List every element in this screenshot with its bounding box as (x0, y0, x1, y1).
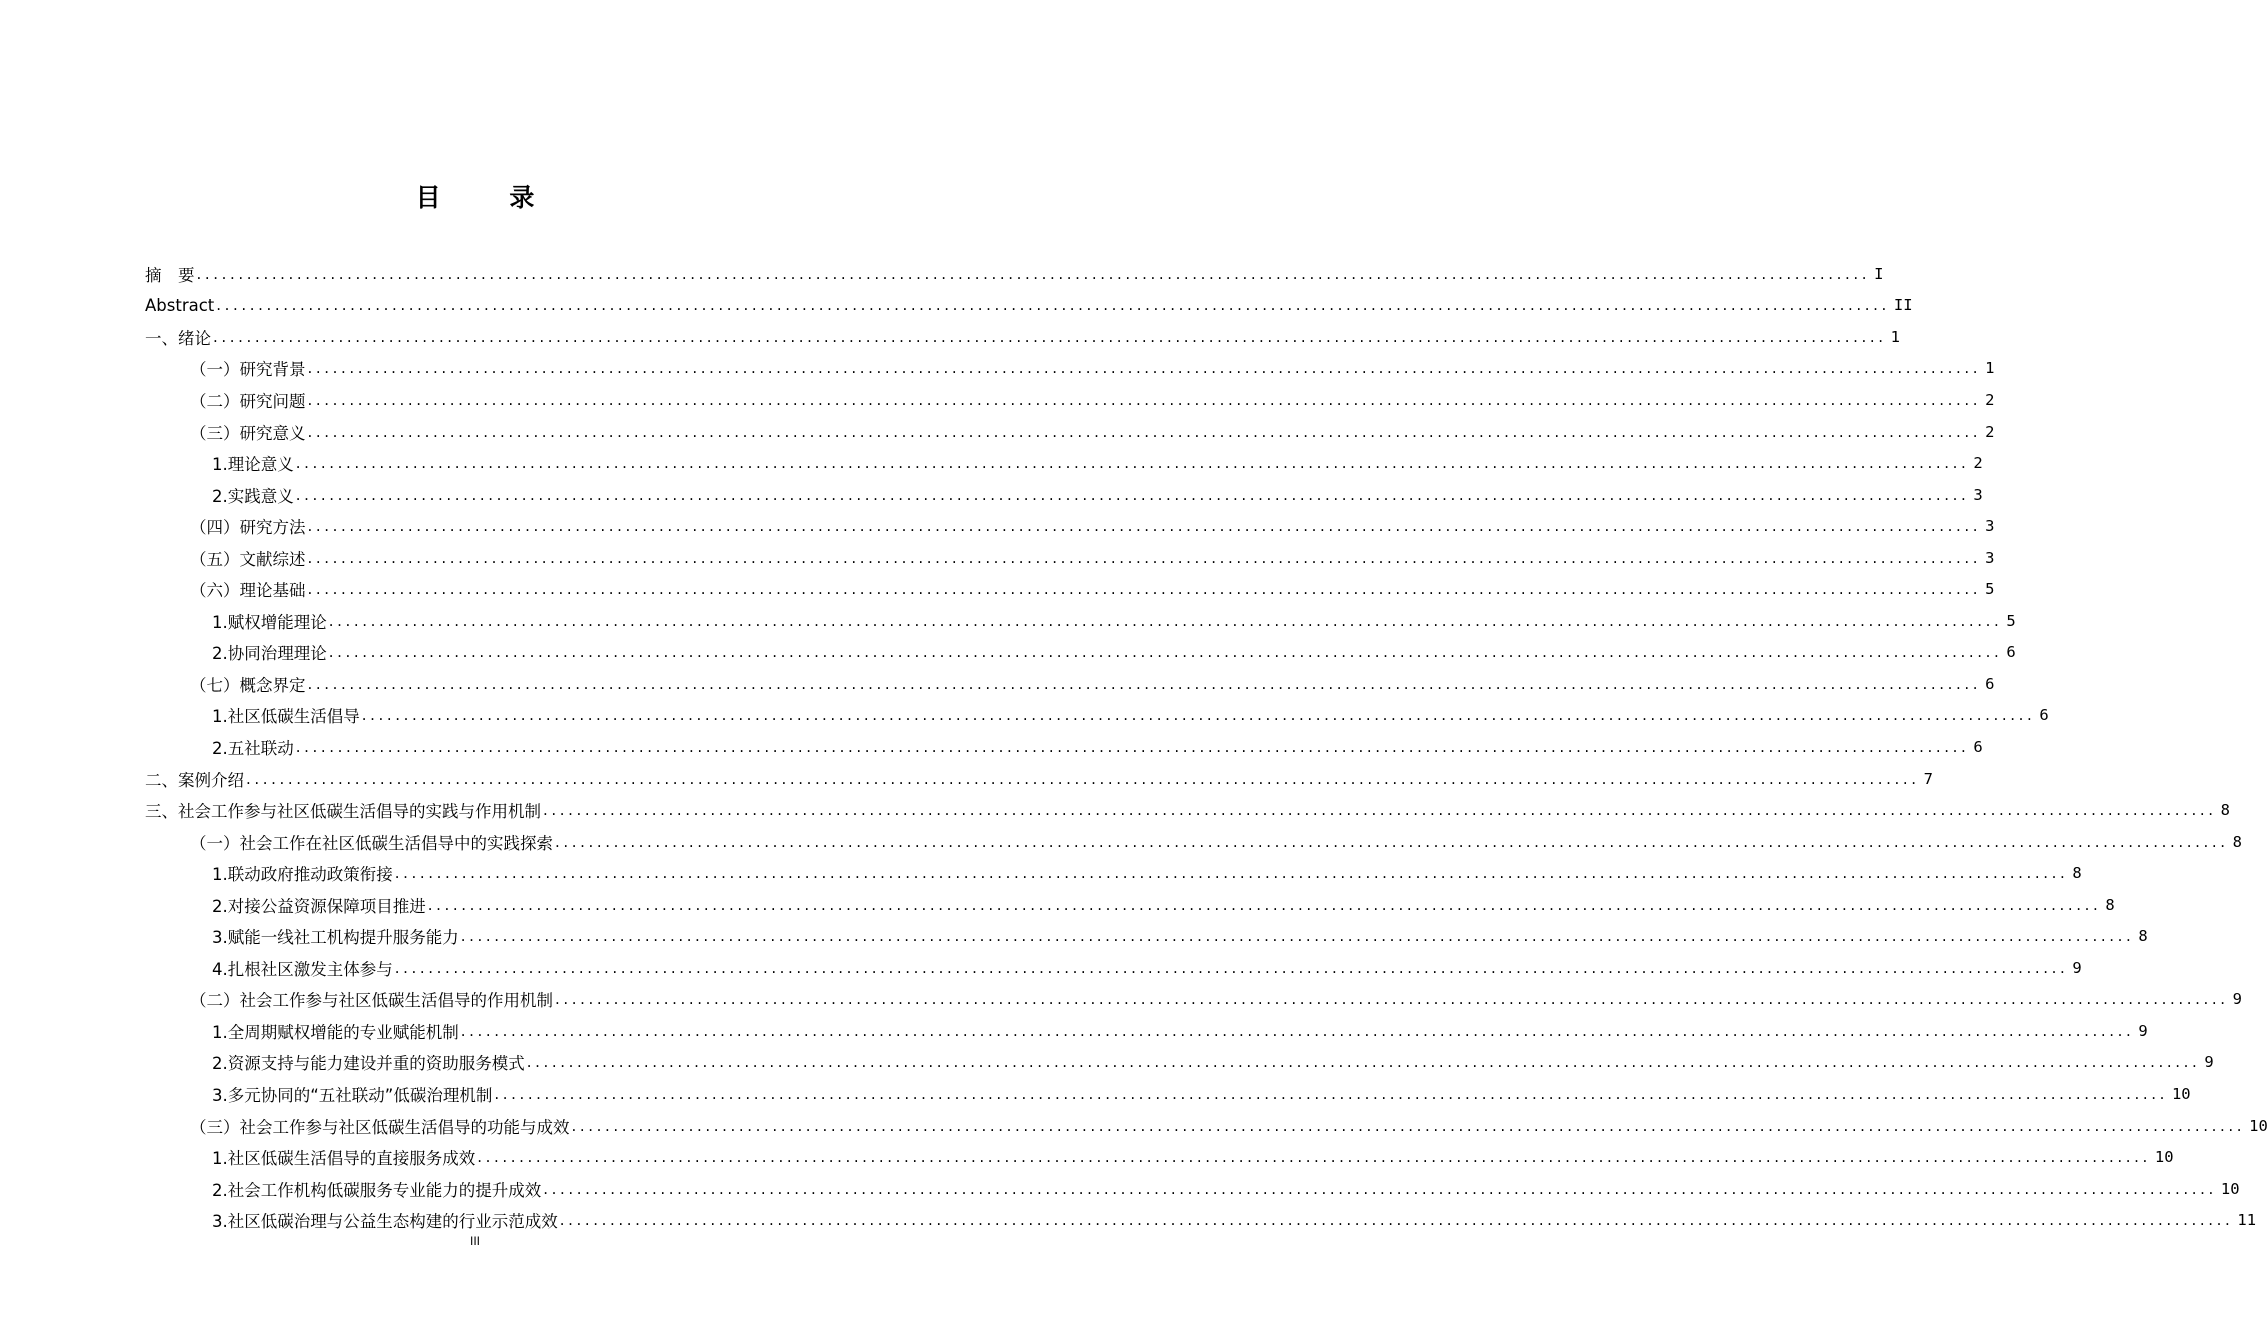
toc-entry-page: 10 (2154, 1148, 2174, 1167)
toc-entry-label: 3.社区低碳治理与公益生态构建的行业示范成效 (212, 1212, 558, 1232)
toc-leader-dots: ........................................................................................................................................................................................................ (571, 1116, 2246, 1135)
toc-entry[interactable] (145, 384, 1995, 416)
toc-entry-label: （六）理论基础 (190, 581, 306, 601)
toc-entry[interactable] (145, 637, 2016, 669)
toc-entry-page: 8 (2220, 801, 2230, 820)
toc-entry-label: 1.全周期赋权增能的专业赋能机制 (212, 1022, 459, 1042)
toc-entry-label: 摘 要 (145, 265, 195, 285)
toc-leader-dots: ........................................................................................................................................................................................................ (216, 296, 1890, 315)
toc-leader-dots: ........................................................................................................................................................................................................ (246, 769, 1920, 788)
toc-entry-page: 7 (1923, 769, 1933, 788)
toc-entry[interactable] (145, 1047, 2214, 1079)
toc-leader-dots: ........................................................................................................................................................................................................ (394, 864, 2069, 883)
toc-leader-dots: ........................................................................................................................................................................................................ (394, 958, 2069, 977)
toc-entry-page: 6 (1973, 737, 1983, 756)
toc-entry[interactable] (145, 321, 1900, 353)
toc-entry-page: 3 (1973, 485, 1983, 504)
toc-entry-page: I (1874, 264, 1884, 283)
toc-entry-label: 2.对接公益资源保障项目推进 (212, 896, 426, 916)
toc-leader-dots: ........................................................................................................................................................................................................ (307, 390, 1982, 409)
toc-entry[interactable] (145, 700, 2049, 732)
toc-entry-label: 2.社会工作机构低碳服务专业能力的提升成效 (212, 1180, 542, 1200)
toc-entry-label: 1.赋权增能理论 (212, 612, 327, 632)
toc-entry[interactable] (145, 826, 2242, 858)
toc-leader-dots: ........................................................................................................................................................................................................ (213, 327, 1887, 346)
toc-entry-page: 1 (1985, 359, 1995, 378)
toc-leader-dots: ........................................................................................................................................................................................................ (494, 1084, 2168, 1103)
toc-entry-page: 2 (1985, 422, 1995, 441)
toc-entry[interactable] (145, 258, 1884, 290)
toc-leader-dots: ........................................................................................................................................................................................................ (427, 895, 2102, 914)
toc-entry[interactable] (145, 290, 1913, 322)
toc-entry-label: 1.理论意义 (212, 455, 294, 475)
toc-entry-label: （三）社会工作参与社区低碳生活倡导的功能与成效 (190, 1117, 570, 1137)
toc-entry[interactable] (145, 668, 1995, 700)
toc-entry-page: 3 (1985, 517, 1995, 536)
toc-leader-dots: ........................................................................................................................................................................................................ (555, 990, 2229, 1009)
toc-entry-page: 3 (1985, 548, 1995, 567)
toc-entry-label: Abstract (145, 295, 215, 315)
toc-entry[interactable] (145, 952, 2082, 984)
toc-entry-label: （一）研究背景 (190, 360, 306, 380)
toc-entry[interactable] (145, 510, 1995, 542)
toc-entry-label: （三）研究意义 (190, 423, 306, 443)
toc-entry[interactable] (145, 857, 2082, 889)
toc-entry-page: 8 (2072, 864, 2082, 883)
toc-leader-dots: ........................................................................................................................................................................................................ (543, 801, 2217, 820)
toc-entry-page: 10 (2249, 1116, 2268, 1135)
toc-entry-page: 8 (2105, 895, 2115, 914)
toc-entry-page: 2 (1973, 454, 1983, 473)
toc-entry[interactable] (145, 1173, 2240, 1205)
toc-entry-label: 一、绪论 (145, 328, 211, 348)
toc-leader-dots: ........................................................................................................................................................................................................ (307, 548, 1982, 567)
toc-entry[interactable] (145, 1110, 2268, 1142)
toc-entry-label: （一）社会工作在社区低碳生活倡导中的实践探索 (190, 833, 553, 853)
toc-entry-page: 8 (2232, 832, 2242, 851)
toc-entry-label: 2.资源支持与能力建设并重的资助服务模式 (212, 1054, 525, 1074)
toc-entry[interactable] (145, 1204, 2257, 1236)
toc-leader-dots: ........................................................................................................................................................................................................ (460, 927, 2135, 946)
toc-leader-dots: ........................................................................................................................................................................................................ (477, 1148, 2151, 1167)
toc-leader-dots: ........................................................................................................................................................................................................ (295, 737, 1970, 756)
toc-entry-label: 三、社会工作参与社区低碳生活倡导的实践与作用机制 (145, 802, 541, 822)
toc-leader-dots: ........................................................................................................................................................................................................ (328, 643, 2003, 662)
toc-entry-page: 8 (2138, 927, 2148, 946)
page-title: 目 录 (415, 183, 565, 212)
toc-leader-dots: ........................................................................................................................................................................................................ (526, 1053, 2201, 1072)
toc-entry[interactable] (145, 447, 1983, 479)
toc-entry[interactable] (145, 1141, 2174, 1173)
toc-entry-label: （二）社会工作参与社区低碳生活倡导的作用机制 (190, 991, 553, 1011)
toc-entry-page: 1 (1890, 327, 1900, 346)
toc-entry[interactable] (145, 416, 1995, 448)
toc-entry-label: 1.社区低碳生活倡导的直接服务成效 (212, 1149, 476, 1169)
toc-entry-page: 9 (2072, 958, 2082, 977)
toc-entry-label: （二）研究问题 (190, 391, 306, 411)
toc-leader-dots: ........................................................................................................................................................................................................ (307, 674, 1982, 693)
toc-entry-label: （五）文献综述 (190, 549, 306, 569)
toc-entry-label: 2.协同治理理论 (212, 644, 327, 664)
toc-entry-page: 5 (2006, 611, 2016, 630)
toc-entry[interactable] (145, 763, 1933, 795)
toc-entry-label: 4.扎根社区激发主体参与 (212, 959, 393, 979)
toc-entry-label: 3.多元协同的“五社联动”低碳治理机制 (212, 1085, 493, 1105)
toc-entry-label: 2.五社联动 (212, 738, 294, 758)
toc-entry[interactable] (145, 731, 1983, 763)
toc-entry-page: 9 (2232, 990, 2242, 1009)
toc-entry-page: 9 (2204, 1053, 2214, 1072)
toc-entry-page: 10 (2220, 1179, 2240, 1198)
toc-entry-label: 3.赋能一线社工机构提升服务能力 (212, 928, 459, 948)
toc-entry[interactable] (145, 1078, 2191, 1110)
toc-leader-dots: ........................................................................................................................................................................................................ (328, 611, 2003, 630)
toc-leader-dots: ........................................................................................................................................................................................................ (361, 706, 2036, 725)
toc-entry-label: 二、案例介绍 (145, 770, 244, 790)
toc-entry-label: 1.联动政府推动政策衔接 (212, 865, 393, 885)
toc-entry-label: 1.社区低碳生活倡导 (212, 707, 360, 727)
toc-entry[interactable] (145, 573, 1995, 605)
toc-leader-dots: ........................................................................................................................................................................................................ (295, 485, 1970, 504)
toc-leader-dots: ........................................................................................................................................................................................................ (307, 422, 1982, 441)
toc-entry[interactable] (145, 920, 2148, 952)
toc-entry-page: 6 (2039, 706, 2049, 725)
toc-entry-page: 10 (2171, 1084, 2191, 1103)
toc-entry[interactable] (145, 984, 2242, 1016)
toc-entry-page: 5 (1985, 580, 1995, 599)
toc-leader-dots: ........................................................................................................................................................................................................ (460, 1021, 2135, 1040)
toc-entry-page: II (1893, 296, 1913, 315)
toc-entry-page: 6 (1985, 674, 1995, 693)
table-of-contents (145, 258, 2268, 1236)
toc-entry-page: 2 (1985, 390, 1995, 409)
toc-entry-page: 9 (2138, 1021, 2148, 1040)
toc-leader-dots: ........................................................................................................................................................................................................ (555, 832, 2229, 851)
toc-leader-dots: ........................................................................................................................................................................................................ (543, 1179, 2217, 1198)
toc-entry[interactable] (145, 1015, 2148, 1047)
toc-entry[interactable] (145, 353, 1995, 385)
page-number: III (469, 1234, 480, 1248)
toc-entry[interactable] (145, 542, 1995, 574)
toc-leader-dots: ........................................................................................................................................................................................................ (295, 454, 1970, 473)
toc-leader-dots: ........................................................................................................................................................................................................ (559, 1211, 2234, 1230)
toc-entry[interactable] (145, 889, 2115, 921)
toc-leader-dots: ........................................................................................................................................................................................................ (307, 517, 1982, 536)
toc-entry-page: 6 (2006, 643, 2016, 662)
toc-entry[interactable] (145, 479, 1983, 511)
toc-entry-label: （四）研究方法 (190, 518, 306, 538)
toc-entry-page: 11 (2237, 1211, 2257, 1230)
toc-leader-dots: ........................................................................................................................................................................................................ (307, 580, 1982, 599)
toc-entry-label: （七）概念界定 (190, 675, 306, 695)
toc-leader-dots: ........................................................................................................................................................................................................ (307, 359, 1982, 378)
toc-entry[interactable] (145, 794, 2230, 826)
toc-entry[interactable] (145, 605, 2016, 637)
toc-entry-label: 2.实践意义 (212, 486, 294, 506)
toc-leader-dots: ........................................................................................................................................................................................................ (196, 264, 1871, 283)
